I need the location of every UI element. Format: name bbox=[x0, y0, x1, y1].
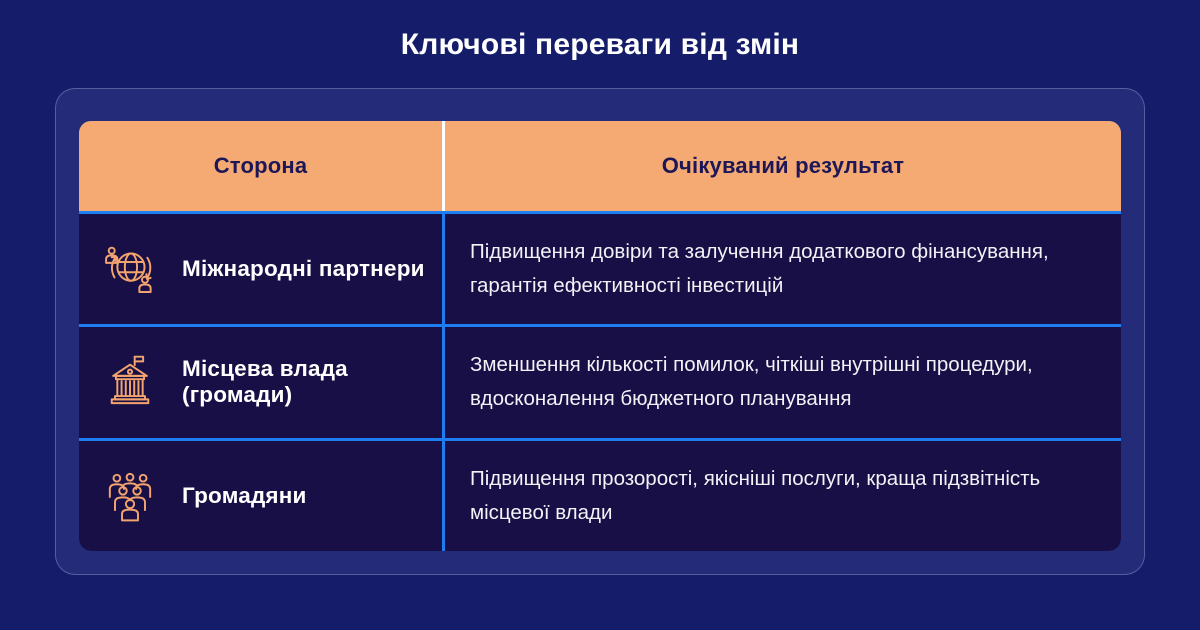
benefits-table bbox=[79, 121, 1121, 551]
result-text: Зменшення кількості помилок, чіткіші внутрішні процедури, вдосконалення бюджетного планування bbox=[470, 353, 1033, 411]
result-text: Підвищення прозорості, якісніші послуги, краща підзвітність місцевої влади bbox=[470, 466, 1041, 524]
table-row-international-partners bbox=[79, 214, 1121, 324]
party-cell bbox=[79, 441, 442, 551]
citizens-group-icon bbox=[100, 466, 160, 526]
government-building-icon bbox=[100, 352, 160, 412]
result-cell bbox=[445, 327, 1121, 437]
party-cell bbox=[79, 214, 442, 324]
party-label: Міжнародні партнери bbox=[182, 256, 425, 282]
result-cell bbox=[445, 214, 1121, 324]
table-row-citizens bbox=[79, 441, 1121, 551]
benefits-panel bbox=[55, 88, 1145, 575]
party-cell bbox=[79, 327, 442, 437]
party-label: Громадяни bbox=[182, 482, 307, 508]
column-header-result: Очікуваний результат bbox=[661, 153, 905, 178]
result-text: Підвищення довіри та залучення додаткового фінансування, гарантія ефективності інвестицій bbox=[470, 240, 1049, 298]
party-label: Місцева влада (громади) bbox=[182, 356, 348, 408]
table-header-row bbox=[79, 121, 1121, 211]
column-header-party: Сторона bbox=[213, 153, 308, 178]
result-cell bbox=[445, 441, 1121, 551]
globe-users-icon bbox=[100, 239, 160, 299]
page-title: Ключові переваги від змін bbox=[400, 28, 800, 61]
table-row-local-government bbox=[79, 327, 1121, 437]
